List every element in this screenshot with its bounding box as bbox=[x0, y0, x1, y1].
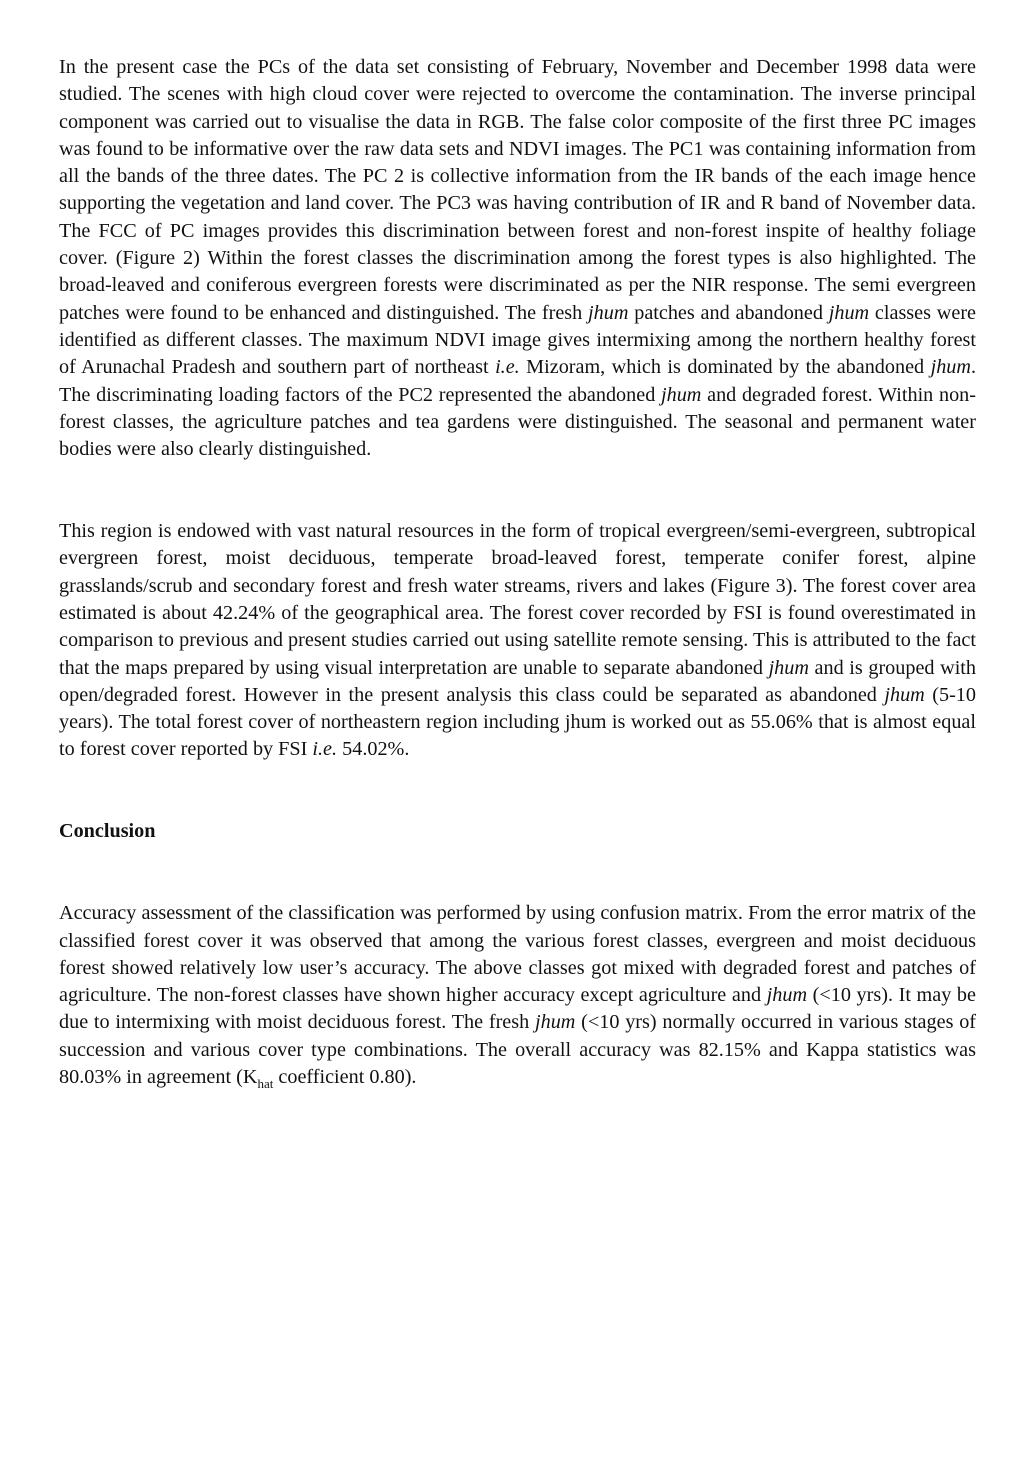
subscript-text: hat bbox=[257, 1075, 274, 1091]
text-run: classes were identified as different classes. The maximum NDVI image gives intermixing among the northern healthy forest of Arunachal Pradesh and southern part of northeast bbox=[59, 301, 977, 379]
paragraph-pc-analysis bbox=[59, 54, 976, 463]
italic-term: jhum bbox=[930, 356, 971, 379]
italic-term: jhum bbox=[768, 656, 809, 679]
italic-term: jhum bbox=[828, 301, 870, 324]
text-run: . The discriminating loading factors of the PC2 represented the abandoned bbox=[59, 356, 977, 406]
italic-term: jhum bbox=[661, 383, 702, 406]
italic-term: i.e. bbox=[312, 738, 338, 761]
text-run: (5-10 years). The total forest cover of northeastern region including jhum is worked out as 55.06% that is almost equal to forest cover reported by FSI bbox=[59, 683, 976, 761]
text-run: and degraded forest. Within non-forest classes, the agriculture patches and tea gardens were distinguished. The seasonal and permanent water bodies were also clearly distinguished. bbox=[59, 383, 976, 461]
italic-term: jhum bbox=[884, 683, 925, 706]
text-run: (<10 yrs) normally occurred in various stages of succession and various cover type combinations. The overall accuracy was 82.15% and Kappa statistics was 80.03% in agreement (K bbox=[59, 1011, 977, 1088]
text-run: Mizoram, which is dominated by the abandoned bbox=[519, 356, 931, 379]
text-run: 54.02%. bbox=[337, 738, 410, 761]
section-heading-conclusion: Conclusion bbox=[59, 820, 156, 843]
paragraph-conclusion bbox=[59, 900, 976, 1091]
text-run: coefficient 0.80). bbox=[273, 1065, 417, 1088]
italic-term: jhum bbox=[588, 301, 629, 324]
paragraph-forest-cover bbox=[59, 518, 976, 764]
text-run: In the present case the PCs of the data set consisting of February, November and December 1998 data were studied. The scenes with high cloud cover were rejected to overcome the contamination. The inverse principal component was carried out to visualise the data in RGB. The false color composite of the first three PC images was found to be informative over the raw data sets and NDVI images. The PC1 was containing information from all the bands of the three dates. The PC 2 is collective information from the IR bands of the each image hence supporting the vegetation and land cover. The PC3 was having contribution of IR and R band of November data. The FCC of PC images provides this discrimination between forest and non-forest inspite of healthy foliage cover. (Figure 2) Within the forest classes the discrimination among the forest types is also highlighted. The broad-leaved and coniferous evergreen forests were discriminated as per the NIR response. The semi evergreen patches were found to be enhanced and distinguished. The fresh bbox=[59, 56, 976, 324]
italic-term: jhum bbox=[535, 1011, 576, 1034]
text-run: Accuracy assessment of the classification was performed by using confusion matrix. From the error matrix of the classified forest cover it was observed that among the various forest classes, evergreen and moist deciduous forest showed relatively low user’s accuracy. The above classes got mixed with degraded forest and patches of agriculture. The non-forest classes have shown higher accuracy except agriculture and bbox=[59, 902, 976, 1007]
text-run: This region is endowed with vast natural resources in the form of tropical evergreen/semi-evergreen, subtropical evergreen forest, moist deciduous, temperate broad-leaved forest, temperate conifer forest, alpine grasslands/scrub and secondary forest and fresh water streams, rivers and lakes (Figure 3). The forest cover area estimated is about 42.24% of the geographical area. The forest cover recorded by FSI is found overestimated in comparison to previous and present studies carried out using satellite remote sensing. This is attributed to the fact that the maps prepared by using visual interpretation are unable to separate abandoned bbox=[59, 520, 976, 679]
italic-term: i.e. bbox=[495, 356, 520, 379]
document-page bbox=[59, 54, 976, 1091]
text-run: and is grouped with open/degraded forest. However in the present analysis this class could be separated as abandoned bbox=[59, 656, 977, 706]
text-run: patches and abandoned bbox=[628, 301, 829, 324]
italic-term: jhum bbox=[766, 984, 808, 1007]
text-run: (<10 yrs). It may be due to intermixing with moist deciduous forest. The fresh bbox=[59, 984, 976, 1034]
